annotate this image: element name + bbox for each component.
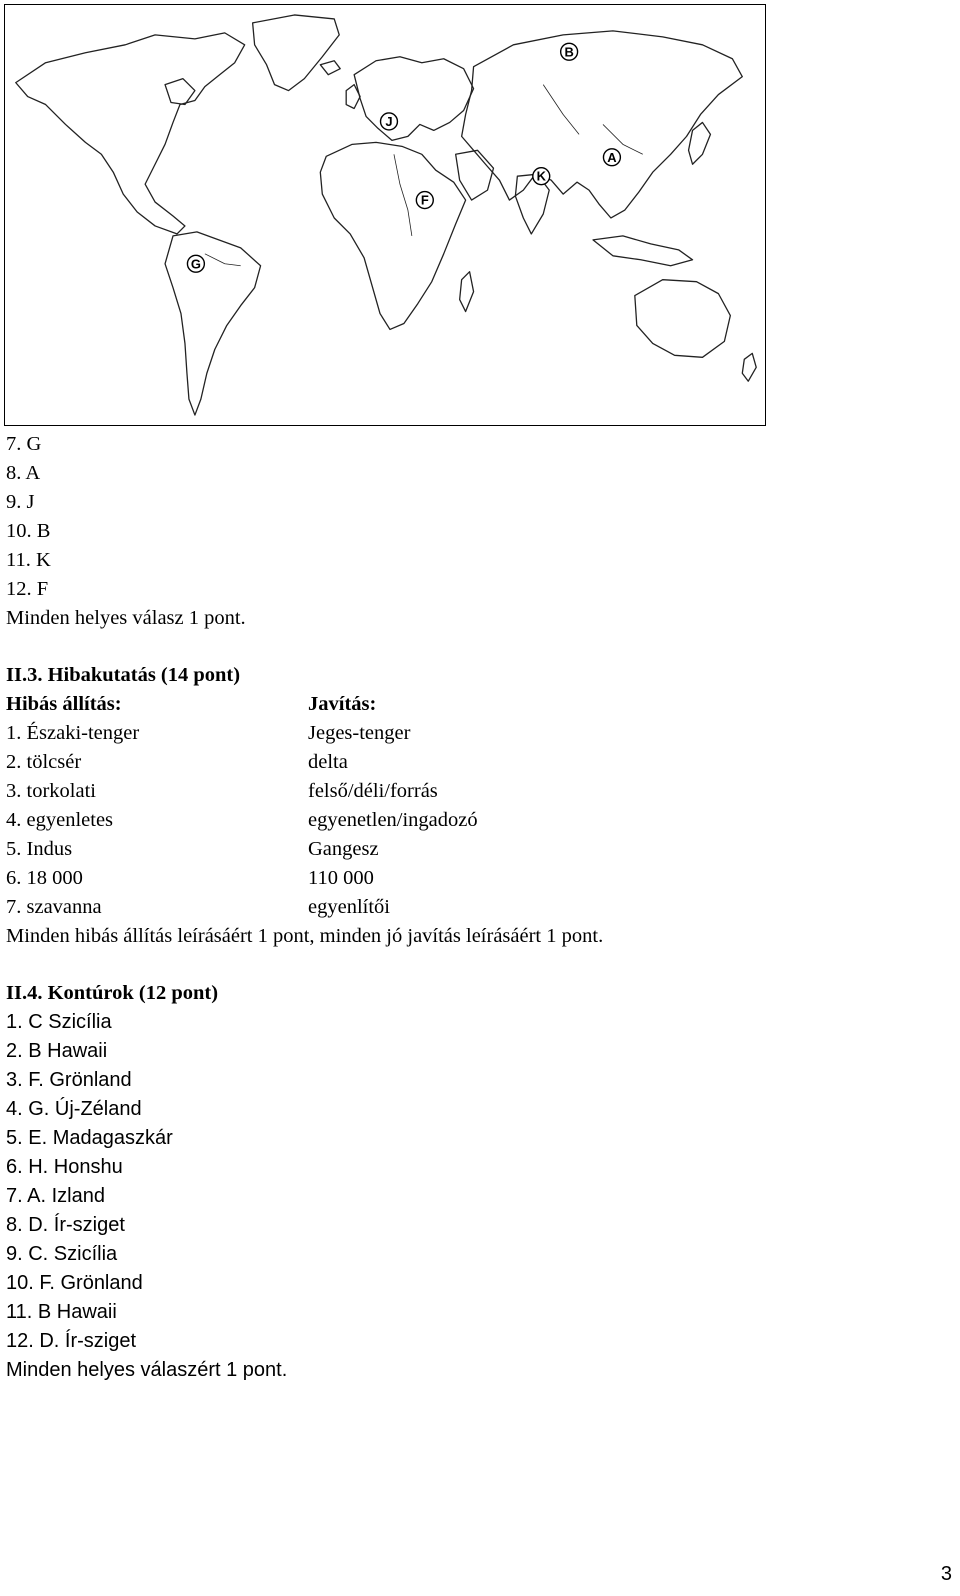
world-map bbox=[4, 4, 766, 426]
contour-item: 9. C. Szicília bbox=[6, 1243, 118, 1265]
north-america-outline bbox=[16, 33, 245, 234]
correction: Gangesz bbox=[308, 838, 379, 860]
scoring-note: Minden helyes válasz 1 pont. bbox=[6, 607, 246, 629]
correction: egyenlítői bbox=[308, 896, 390, 918]
correction: egyenetlen/ingadozó bbox=[308, 809, 478, 831]
wrong-statement: 1. Északi-tenger bbox=[6, 722, 140, 744]
error-row bbox=[6, 893, 390, 922]
hudson-bay bbox=[165, 79, 195, 105]
correction: Jeges-tenger bbox=[308, 722, 411, 744]
wrong-statement: 2. tölcsér bbox=[6, 751, 82, 773]
section-heading: II.3. Hibakutatás (14 pont) bbox=[6, 664, 241, 686]
answer-item: 10. B bbox=[6, 520, 51, 542]
new-zealand bbox=[742, 353, 756, 381]
wrong-statement: 3. torkolati bbox=[6, 780, 96, 802]
contour-item: 12. D. Ír-sziget bbox=[6, 1330, 137, 1352]
wrong-statement: 4. egyenletes bbox=[6, 809, 114, 831]
map-marker-a bbox=[603, 149, 620, 166]
map-marker-b bbox=[561, 43, 578, 60]
answer-item: 7. G bbox=[6, 433, 42, 455]
contour-item: 11. B Hawaii bbox=[6, 1301, 117, 1323]
svg-text:F: F bbox=[420, 192, 429, 208]
page-number: 3 bbox=[940, 1563, 952, 1585]
correction: 110 000 bbox=[308, 867, 374, 889]
column-headers bbox=[6, 690, 377, 719]
answer-item: 9. J bbox=[6, 491, 35, 513]
answer-item: 8. A bbox=[6, 462, 41, 484]
svg-text:K: K bbox=[536, 168, 546, 184]
error-row bbox=[6, 835, 379, 864]
map-marker-j bbox=[381, 113, 398, 130]
greenland-outline bbox=[253, 15, 340, 91]
wrong-statement: 5. Indus bbox=[6, 838, 73, 860]
answer-item: 11. K bbox=[6, 549, 51, 571]
scoring-note: Minden hibás állítás leírásáért 1 pont, minden jó javítás leírásáért 1 pont. bbox=[6, 925, 604, 947]
correction: felső/déli/forrás bbox=[308, 780, 438, 802]
contour-item: 5. E. Madagaszkár bbox=[6, 1127, 173, 1149]
svg-text:A: A bbox=[607, 149, 617, 165]
svg-text:G: G bbox=[190, 256, 201, 272]
contour-item: 1. C Szicília bbox=[6, 1011, 112, 1033]
map-marker-f bbox=[416, 192, 433, 209]
contour-item: 10. F. Grönland bbox=[6, 1272, 143, 1294]
wrong-statement: 7. szavanna bbox=[6, 896, 102, 918]
contour-item: 6. H. Honshu bbox=[6, 1156, 123, 1178]
error-row bbox=[6, 748, 348, 777]
australia-outline bbox=[635, 280, 731, 358]
header-correction: Javítás: bbox=[308, 693, 377, 715]
world-map-outline bbox=[5, 5, 765, 425]
wrong-statement: 6. 18 000 bbox=[6, 867, 83, 889]
error-row bbox=[6, 777, 438, 806]
indonesia bbox=[593, 236, 693, 266]
map-marker-g bbox=[187, 255, 204, 272]
iceland bbox=[320, 61, 340, 75]
contour-item: 2. B Hawaii bbox=[6, 1040, 108, 1062]
error-row bbox=[6, 806, 478, 835]
map-marker-k bbox=[533, 168, 550, 185]
svg-text:J: J bbox=[385, 113, 393, 129]
madagascar bbox=[460, 272, 474, 312]
contour-item: 8. D. Ír-sziget bbox=[6, 1214, 125, 1236]
answer-item: 12. F bbox=[6, 578, 49, 600]
scoring-note: Minden helyes válaszért 1 pont. bbox=[6, 1359, 288, 1381]
contour-item: 7. A. Izland bbox=[6, 1185, 105, 1207]
europe-outline bbox=[354, 57, 473, 141]
section-heading: II.4. Kontúrok (12 pont) bbox=[6, 982, 219, 1004]
error-row bbox=[6, 719, 411, 748]
africa-outline bbox=[320, 142, 465, 329]
contour-item: 4. G. Új-Zéland bbox=[6, 1098, 142, 1120]
svg-text:B: B bbox=[564, 44, 574, 60]
south-america-outline bbox=[165, 232, 261, 415]
contour-item: 3. F. Grönland bbox=[6, 1069, 132, 1091]
header-wrong-statement: Hibás állítás: bbox=[6, 693, 122, 715]
correction: delta bbox=[308, 751, 348, 773]
error-row bbox=[6, 864, 374, 893]
